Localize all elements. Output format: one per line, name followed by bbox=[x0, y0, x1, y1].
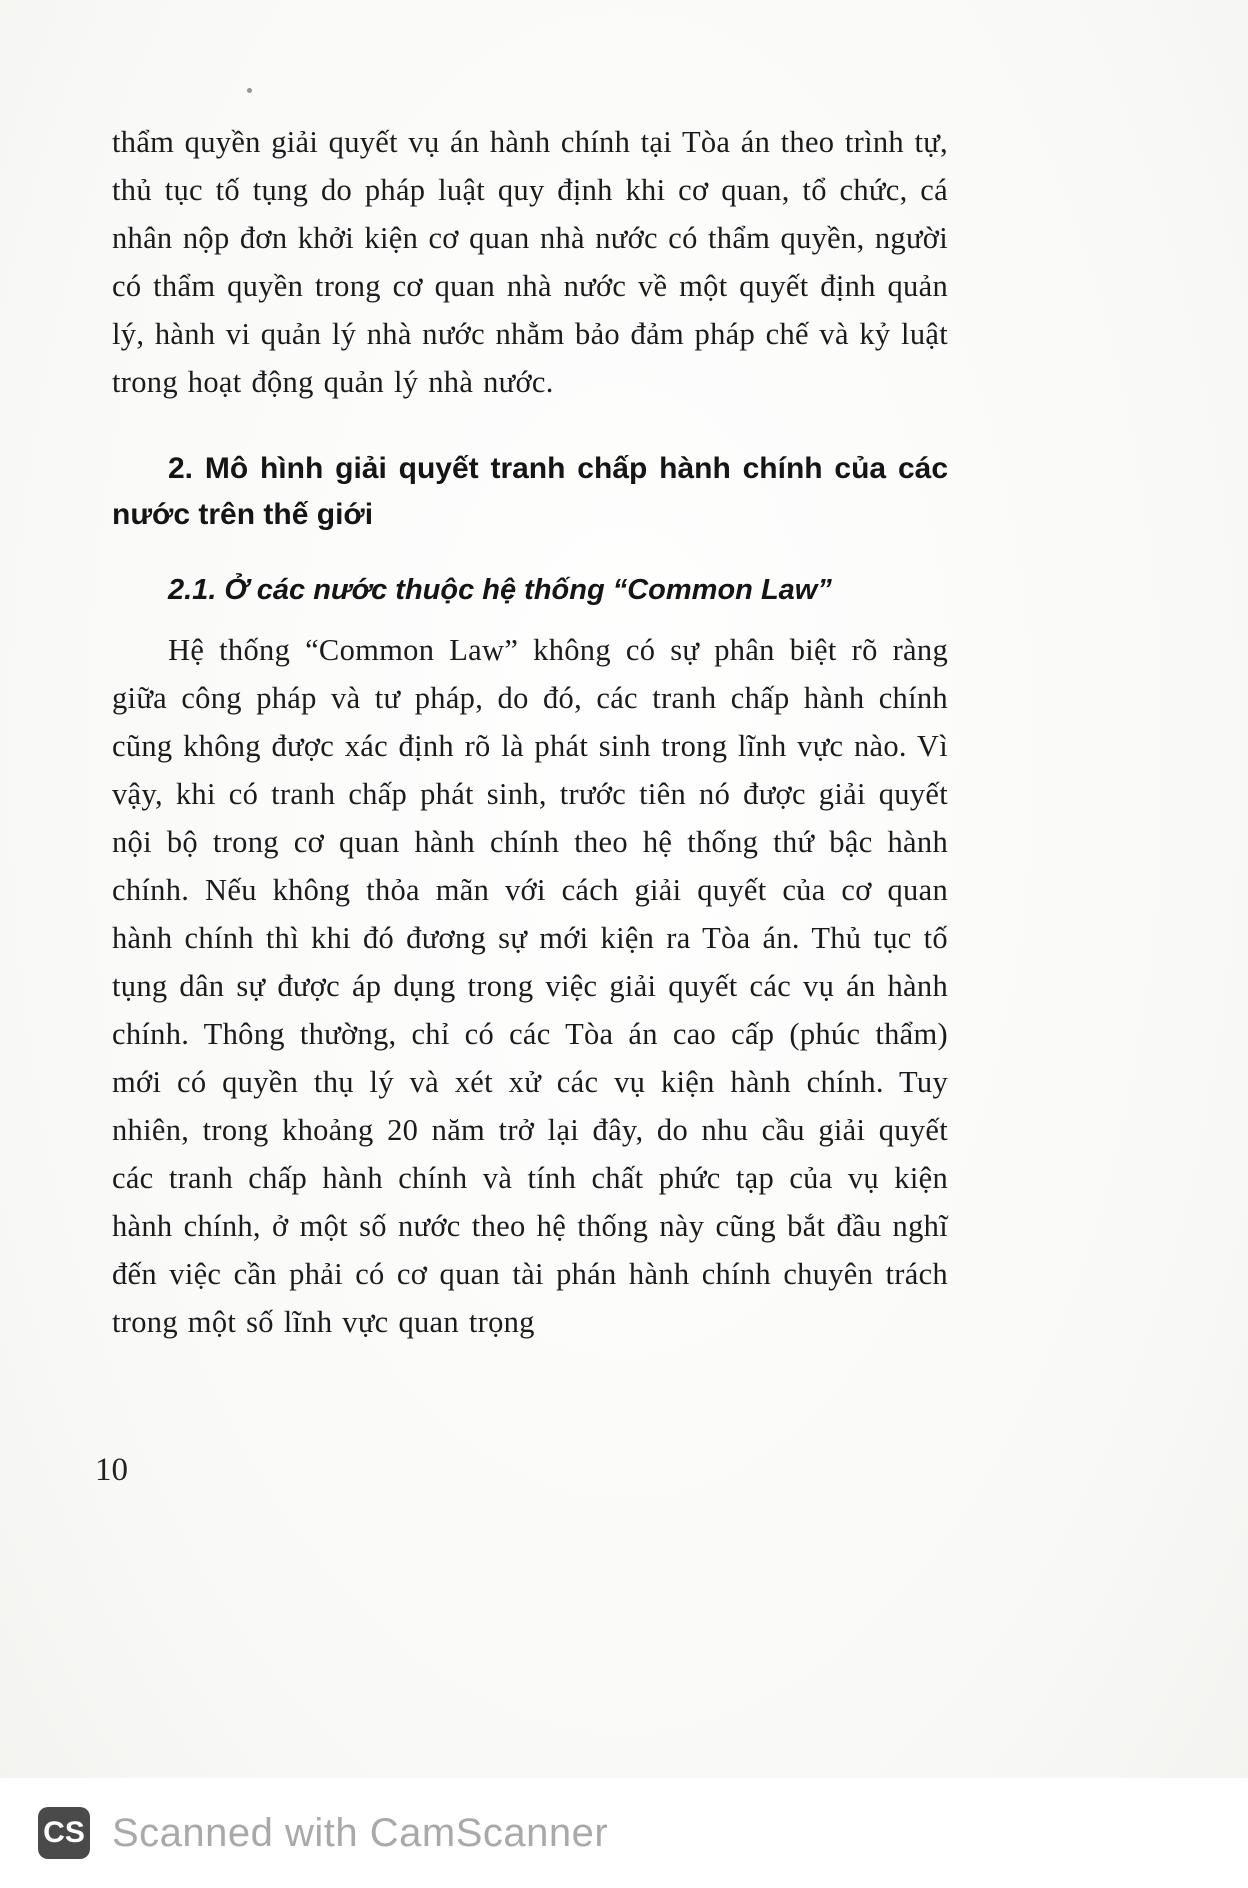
paragraph-common-law: Hệ thống “Common Law” không có sự phân biệt rõ ràng giữa công pháp và tư pháp, do đó, các tranh chấp hành chính cũng không được xác định rõ là phát sinh trong lĩnh vực nào. Vì vậy, khi có tranh chấp phát sinh, trước tiên nó được giải quyết nội bộ trong cơ quan hành chính theo hệ thống thứ bậc hành chính. Nếu không thỏa mãn với cách giải quyết của cơ quan hành chính thì khi đó đương sự mới kiện ra Tòa án. Thủ tục tố tụng dân sự được áp dụng trong việc giải quyết các vụ án hành chính. Thông thường, chỉ có các Tòa án cao cấp (phúc thẩm) mới có quyền thụ lý và xét xử các vụ kiện hành chính. Tuy nhiên, trong khoảng 20 năm trở lại đây, do nhu cầu giải quyết các tranh chấp hành chính và tính chất phức tạp của vụ kiện hành chính, ở một số nước theo hệ thống này cũng bắt đầu nghĩ đến việc cần phải có cơ quan tài phán hành chính chuyên trách trong một số lĩnh vực quan trọng bbox=[112, 633, 948, 1339]
page-number: 10 bbox=[95, 1452, 128, 1488]
camscanner-watermark-text: Scanned with CamScanner bbox=[112, 1810, 609, 1855]
camscanner-footer bbox=[0, 1778, 1248, 1888]
section-heading: 2. Mô hình giải quyết tranh chấp hành chính của các nước trên thế giới bbox=[112, 452, 948, 531]
camscanner-logo-icon: CS bbox=[38, 1807, 90, 1859]
scan-artifact-dot bbox=[247, 88, 252, 93]
paragraph-continuation: thẩm quyền giải quyết vụ án hành chính tại Tòa án theo trình tự, thủ tục tố tụng do pháp luật quy định khi cơ quan, tổ chức, cá nhân nộp đơn khởi kiện cơ quan nhà nước có thẩm quyền, người có thẩm quyền trong cơ quan nhà nước về một quyết định quản lý, hành vi quản lý nhà nước nhằm bảo đảm pháp chế và kỷ luật trong hoạt động quản lý nhà nước. bbox=[112, 125, 948, 399]
page-content bbox=[112, 118, 948, 1346]
sub-section-heading: 2.1. Ở các nước thuộc hệ thống “Common Law” bbox=[168, 574, 832, 606]
